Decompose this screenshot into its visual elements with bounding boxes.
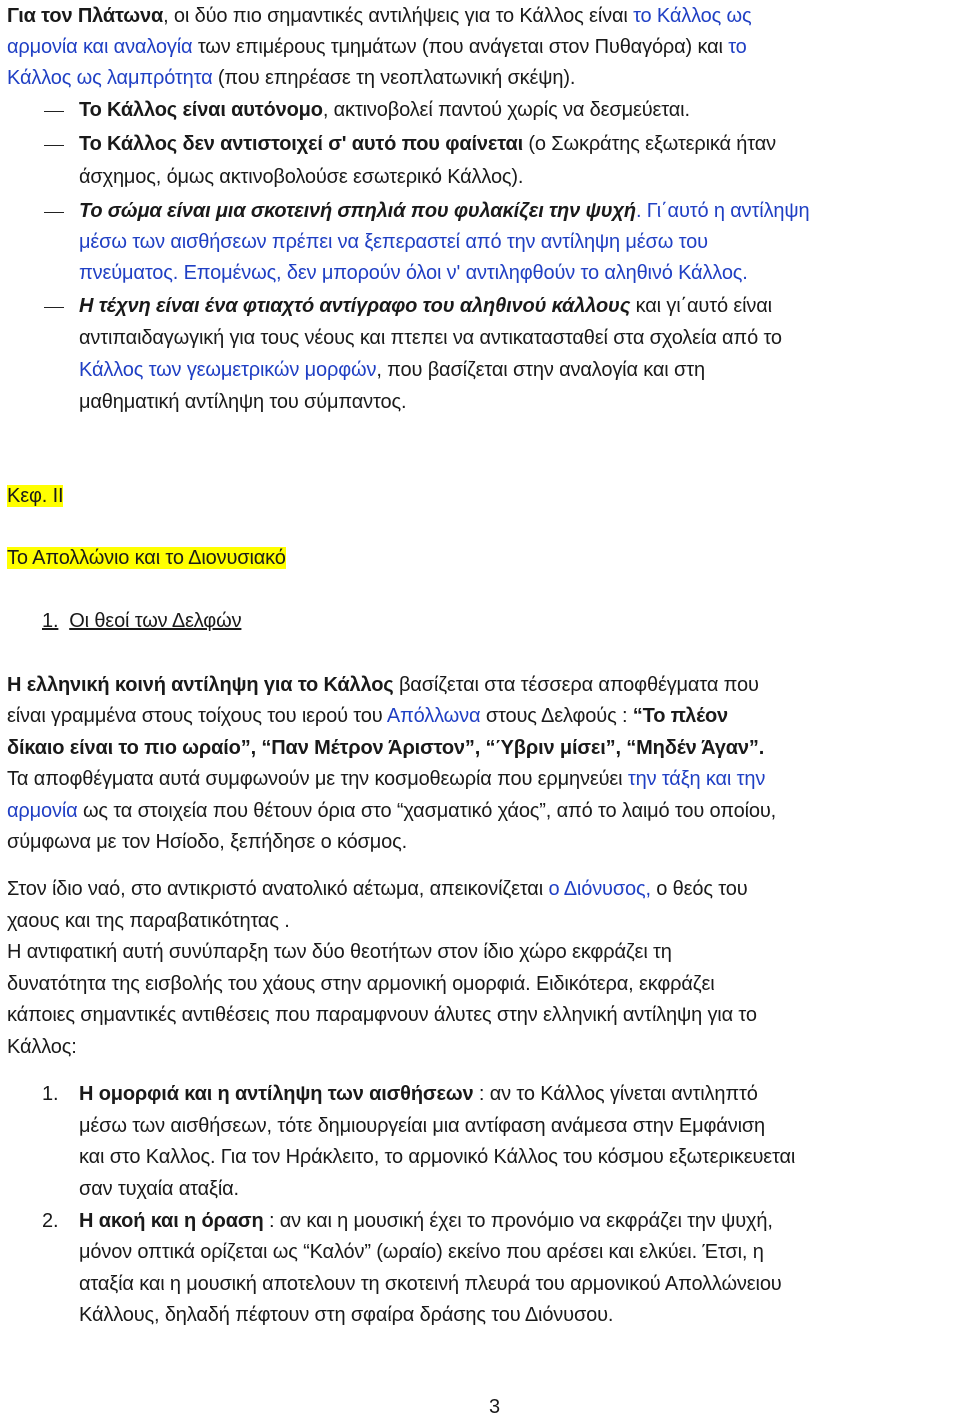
- para1-line-5: αρμονία ως τα στοιχεία που θέτουν όρια στο “χασματικό χάος”, από το λαιμό του οποίου,: [7, 800, 777, 822]
- para1-line-3: δίκαιο είναι το πιο ωραίο”, “Παν Μέτρον Άριστον”, “Ύβριν μίσει”, “Μηδέν Άγαν”.: [7, 737, 765, 759]
- bullet-4-line-3: Κάλλος των γεωμετρικών μορφών, που βασίζεται στην αναλογία και στη: [79, 359, 705, 381]
- list-item-2-line-4: Κάλλους, δηλαδή πέφτουν στη σφαίρα δράσης του Διόνυσου.: [79, 1304, 614, 1326]
- list-item-1-line-2: μέσω των αισθήσεων, τότε δημιουργείαι μια αντίφαση ανάμεσα στην Εμφάνιση: [79, 1115, 766, 1137]
- list-item-2: Η ακοή και η όραση : αν και η μουσική έχει το προνόμιο να εκφράζει την ψυχή,: [79, 1210, 773, 1232]
- bullet-dash-2: [44, 145, 64, 146]
- para1-line-2: είναι γραμμένα στους τοίχους του ιερού του Απόλλωνα στους Δελφούς : “Το πλέον: [7, 705, 728, 727]
- para2-line-4: δυνατότητα της εισβολής του χάους στην αρμονική ομορφιά. Ειδικότερα, εκφράζει: [7, 973, 715, 995]
- list-item-1-line-4: σαν τυχαία αταξία.: [79, 1178, 239, 1200]
- chapter-title: Το Απολλώνιο και το Διονυσιακό: [7, 547, 286, 569]
- list-item-1: Η ομορφιά και η αντίληψη των αισθήσεων : αν το Κάλλος γίνεται αντιληπτό: [79, 1083, 758, 1105]
- bullet-dash-3: [44, 212, 64, 213]
- page-number: 3: [489, 1396, 501, 1418]
- plato-heading: Για τον Πλάτωνα: [7, 5, 164, 27]
- section-title: 1. Οι θεοί των Δελφών: [42, 610, 242, 632]
- bullet-4-line-4: μαθηματική αντίληψη του σύμπαντος.: [79, 391, 407, 413]
- intro-line-1: Για τον Πλάτωνα, οι δύο πιο σημαντικές αντιλήψεις για το Κάλλος είναι το Κάλλος ως: [7, 5, 752, 27]
- list-number-1: 1.: [42, 1083, 59, 1105]
- para2-line-1: Στον ίδιο ναό, στο αντικριστό ανατολικό αέτωμα, απεικονίζεται ο Διόνυσος, ο θεός του: [7, 878, 748, 900]
- bullet-1: Το Κάλλος είναι αυτόνομο, ακτινοβολεί παντού χωρίς να δεσμεύεται.: [79, 99, 690, 121]
- para1-line-4: Τα αποφθέγματα αυτά συμφωνούν με την κοσμοθεωρία που ερμηνεύει την τάξη και την: [7, 768, 766, 790]
- list-item-1-line-3: και στο Καλλος. Για τον Ηράκλειτο, το αρμονικό Κάλλος του κόσμου εξωτερικευεται: [79, 1146, 796, 1168]
- bullet-2-line-2: άσχημος, όμως ακτινοβολούσε εσωτερικό Κάλλος).: [79, 166, 524, 188]
- para2-line-5: κάποιες σημαντικές αντιθέσεις που παραμφνουν άλυτες στην ελληνική αντίληψη για το: [7, 1004, 757, 1026]
- bullet-4: Η τέχνη είναι ένα φτιαχτό αντίγραφο του αληθινού κάλλους και γι΄αυτό είναι: [79, 295, 772, 317]
- para2-line-2: χαους και της παραβατικότητας .: [7, 910, 290, 932]
- list-item-2-line-2: μόνον οπτικά ορίζεται ως “Καλόν” (ωραίο) εκείνο που αρέσει και ελκύει. Έτσι, η: [79, 1241, 764, 1263]
- bullet-3-line-2: μέσω των αισθήσεων πρέπει να ξεπεραστεί από την αντίληψη μέσω του: [79, 231, 708, 253]
- para1-line-1: Η ελληνική κοινή αντίληψη για το Κάλλος βασίζεται στα τέσσερα αποφθέγματα που: [7, 674, 759, 696]
- bullet-3: Το σώμα είναι μια σκοτεινή σπηλιά που φυλακίζει την ψυχή. Γι΄αυτό η αντίληψη: [79, 200, 810, 222]
- para2-line-3: Η αντιφατική αυτή συνύπαρξη των δύο θεοτήτων στον ίδιο χώρο εκφράζει τη: [7, 941, 672, 963]
- chapter-label: Κεφ. II: [7, 485, 64, 507]
- bullet-dash-4: [44, 307, 64, 308]
- intro-line-2: αρμονία και αναλογία των επιμέρους τμημάτων (που ανάγεται στον Πυθαγόρα) και το: [7, 36, 747, 58]
- para2-line-6: Κάλλος:: [7, 1036, 77, 1058]
- bullet-2: Το Κάλλος δεν αντιστοιχεί σ' αυτό που φαίνεται (ο Σωκράτης εξωτερικά ήταν: [79, 133, 777, 155]
- bullet-3-line-3: πνεύματος. Επομένως, δεν μπορούν όλοι ν' αντιληφθούν το αληθινό Κάλλος.: [79, 262, 748, 284]
- intro-line-3: Κάλλος ως λαμπρότητα (που επηρέασε τη νεοπλατωνική σκέψη).: [7, 67, 576, 89]
- para1-line-6: σύμφωνα με τον Ησίοδο, ξεπήδησε ο κόσμος.: [7, 831, 407, 853]
- list-item-2-line-3: αταξία και η μουσική αποτελουν τη σκοτεινή πλευρά του αρμονικού Απολλώνειου: [79, 1273, 782, 1295]
- bullet-4-line-2: αντιπαιδαγωγική για τους νέους και πτεπει να αντικατασταθεί στα σχολεία από το: [79, 327, 782, 349]
- bullet-dash-1: [44, 111, 64, 112]
- list-number-2: 2.: [42, 1210, 59, 1232]
